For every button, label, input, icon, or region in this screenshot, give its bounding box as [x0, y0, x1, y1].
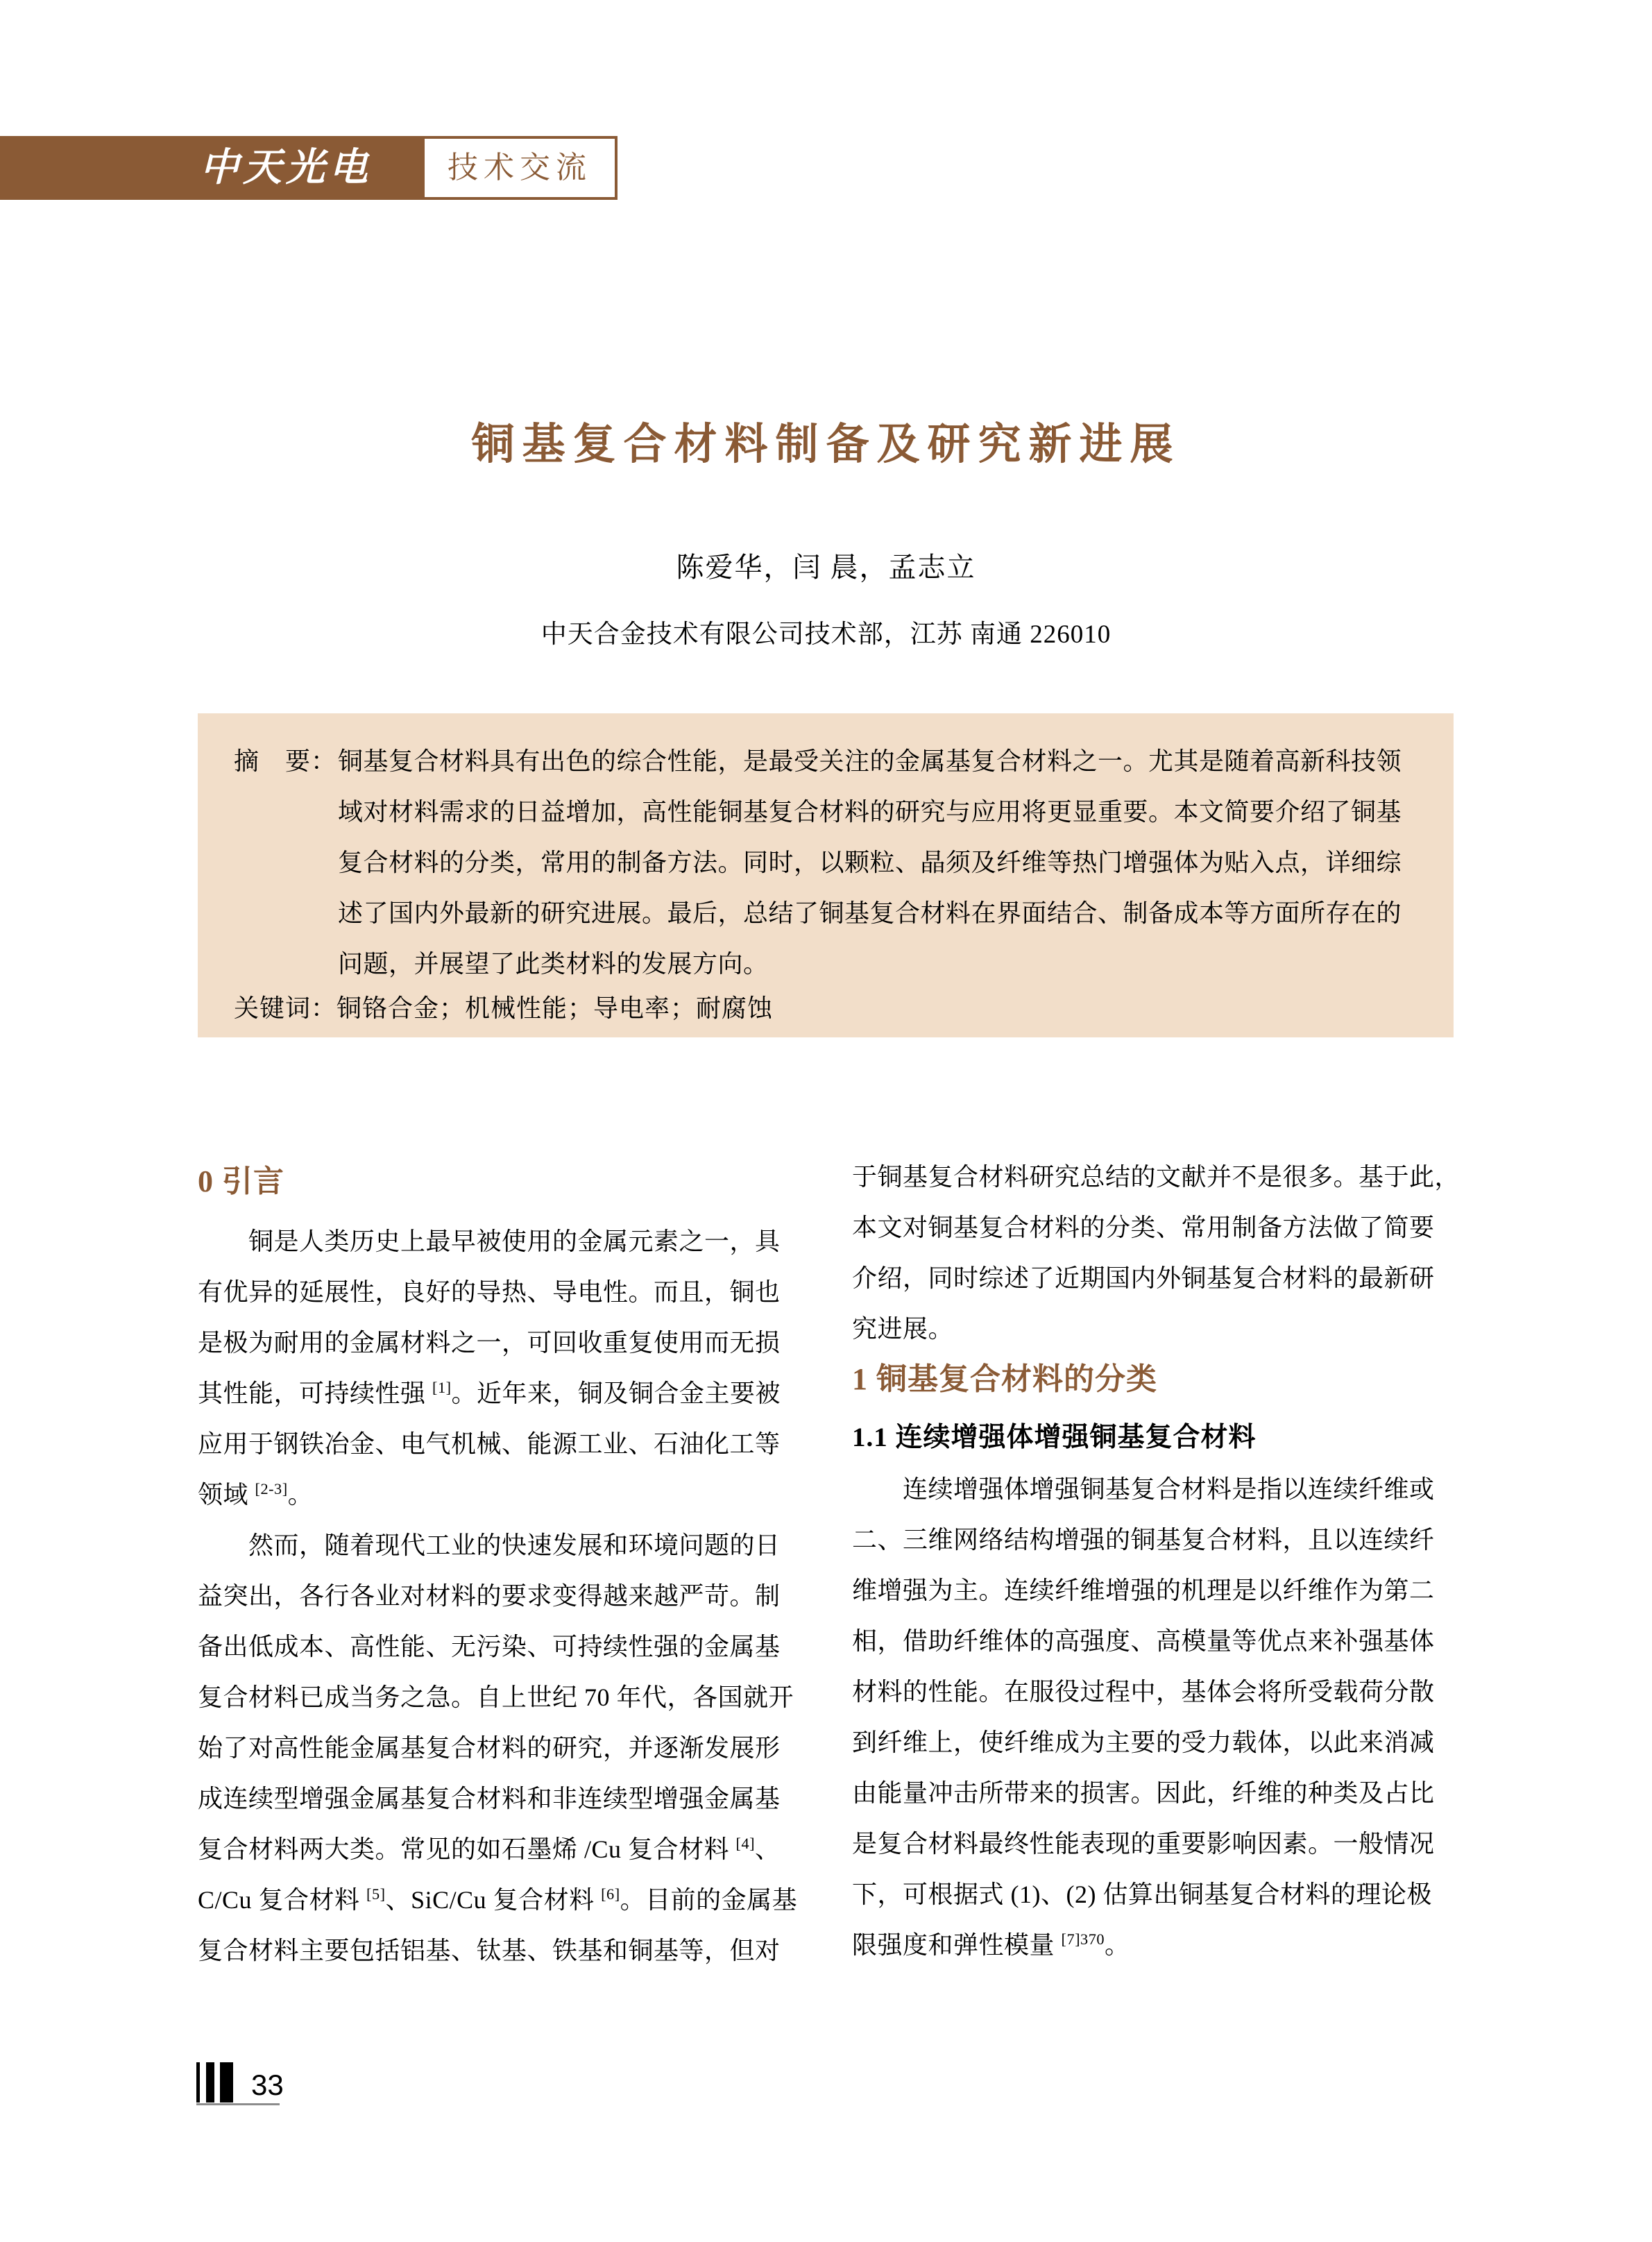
text-line: 相，借助纤维体的高强度、高模量等优点来补强基体	[852, 1627, 1435, 1655]
page-number: 33	[251, 2069, 284, 2101]
text-line: 限强度和弹性模量 $^{[7]370}$。	[852, 1930, 1130, 1959]
article-title: 铜基复合材料制备及研究新进展	[471, 421, 1181, 468]
masthead-bar	[0, 136, 422, 200]
keywords-text: 铜铬合金；机械性能；导电率；耐腐蚀	[337, 994, 774, 1022]
footer-bars-icon	[196, 2062, 233, 2103]
column-tab-label: 技术交流	[448, 151, 592, 185]
text-line: 于铜基复合材料研究总结的文献并不是很多。基于此，	[852, 1163, 1461, 1191]
section-heading-classification: 1 铜基复合材料的分类	[852, 1362, 1157, 1396]
text-line: 述了国内外最新的研究进展。最后，总结了铜基复合材料在界面结合、制备成本等方面所存在的	[338, 899, 1402, 927]
text-line: 备出低成本、高性能、无污染、可持续性强的金属基	[198, 1633, 781, 1661]
journal-logo: 中天光电	[200, 146, 372, 189]
article-authors: 陈爱华，闫 晨，孟志立	[676, 552, 976, 583]
text-line: 是极为耐用的金属材料之一，可回收重复使用而无损	[198, 1329, 781, 1357]
text-line: 复合材料的分类，常用的制备方法。同时，以颗粒、晶须及纤维等热门增强体为贴入点，详细综	[338, 849, 1402, 876]
subsection-heading: 1.1 连续增强体增强铜基复合材料	[852, 1423, 1257, 1452]
text-line: 下，可根据式 (1)、(2) 估算出铜基复合材料的理论极	[852, 1880, 1432, 1908]
text-line: 有优异的延展性，良好的导热、导电性。而且，铜也	[198, 1278, 781, 1306]
text-line: 问题，并展望了此类材料的发展方向。	[338, 950, 769, 978]
abstract-label: 摘 要：	[234, 747, 337, 775]
text-line: 始了对高性能金属基复合材料的研究，并逐渐发展形	[198, 1734, 781, 1762]
right-column-body-text	[852, 1464, 1454, 1971]
text-line: 铜是人类历史上最早被使用的金属元素之一，具	[198, 1228, 781, 1255]
section-heading-intro: 0 引言	[198, 1164, 284, 1198]
footer-rule	[196, 2103, 280, 2105]
text-line: 二、三维网络结构增强的铜基复合材料，且以连续纤	[852, 1526, 1435, 1554]
text-line: 材料的性能。在服役过程中，基体会将所受载荷分散	[852, 1678, 1435, 1706]
citation-ref: [6]	[601, 1885, 620, 1903]
keywords-row	[234, 983, 773, 1033]
text-line: 益突出，各行各业对材料的要求变得越来越严苛。制	[198, 1582, 781, 1610]
text-line: 连续增强体增强铜基复合材料是指以连续纤维或	[852, 1475, 1435, 1503]
text-line: C/Cu 复合材料 [5]、SiC/Cu 复合材料 [6]。目前的金属基	[198, 1885, 798, 1914]
text-line: 复合材料两大类。常见的如石墨烯 /Cu 复合材料 [4]、	[198, 1835, 781, 1863]
text-line: 其性能，可持续性强 [1]。近年来，铜及铜合金主要被	[198, 1379, 781, 1407]
text-line: 铜基复合材料具有出色的综合性能，是最受关注的金属基复合材料之一。尤其是随着高新科技领	[338, 747, 1402, 775]
abstract-text	[338, 736, 1434, 990]
citation-ref: [2-3]	[255, 1480, 288, 1497]
footer-bar	[220, 2062, 233, 2103]
text-line: 域对材料需求的日益增加，高性能铜基复合材料的研究与应用将更显重要。本文简要介绍了铜基	[338, 798, 1402, 826]
text-line: 复合材料已成当务之急。自上世纪 70 年代，各国就开	[198, 1683, 794, 1711]
citation-ref: [1]	[432, 1379, 452, 1396]
abstract-box	[198, 713, 1454, 1037]
footer-bar	[206, 2062, 214, 2103]
text-line: 由能量冲击所带来的损害。因此，纤维的种类及占比	[852, 1779, 1435, 1807]
right-column-intro-text	[852, 1152, 1461, 1354]
text-line: 复合材料主要包括铝基、钛基、铁基和铜基等，但对	[198, 1937, 781, 1964]
citation-ref: [5]	[366, 1885, 386, 1903]
page-footer	[196, 2062, 284, 2103]
text-line: 应用于钢铁冶金、电气机械、能源工业、石油化工等	[198, 1430, 781, 1458]
footer-bar	[196, 2062, 200, 2103]
text-line: 本文对铜基复合材料的分类、常用制备方法做了简要	[852, 1214, 1435, 1241]
text-line: 是复合材料最终性能表现的重要影响因素。一般情况	[852, 1830, 1435, 1858]
left-column-text	[198, 1216, 805, 1976]
text-line: 到纤维上，使纤维成为主要的受力载体，以此来消减	[852, 1729, 1435, 1756]
text-line: 领域 [2-3]。	[198, 1480, 314, 1509]
text-line: 介绍，同时综述了近期国内外铜基复合材料的最新研	[852, 1264, 1435, 1292]
citation-ref: [4]	[735, 1835, 756, 1852]
article-affiliation: 中天合金技术有限公司技术部，江苏 南通 226010	[540, 620, 1112, 649]
text-line: 然而，随着现代工业的快速发展和环境问题的日	[198, 1531, 781, 1559]
text-line: 成连续型增强金属基复合材料和非连续型增强金属基	[198, 1785, 781, 1812]
text-line: 维增强为主。连续纤维增强的机理是以纤维作为第二	[852, 1577, 1435, 1604]
text-line: 究进展。	[852, 1315, 954, 1343]
keywords-label: 关键词：	[234, 994, 337, 1022]
citation-ref: [7]370	[1061, 1930, 1105, 1948]
column-tab	[422, 136, 618, 200]
